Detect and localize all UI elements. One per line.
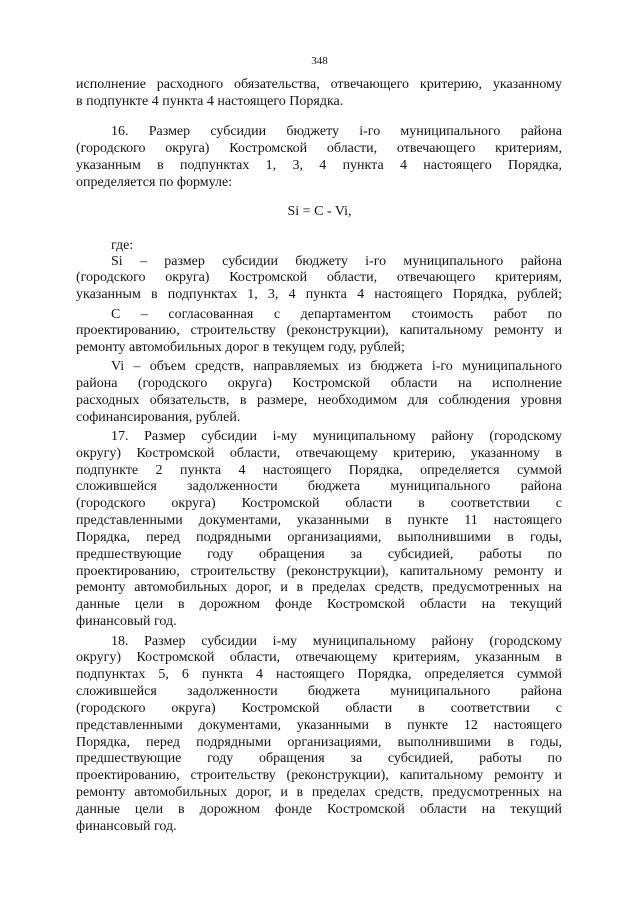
text-line: Порядка, перед подрядными организациями, выполнившими в годы,: [76, 735, 562, 750]
text-line: данные цели в дорожном фонде Костромской области на текущий: [76, 597, 562, 612]
text-line: подпункте 2 пункта 4 настоящего Порядка, определяется суммой: [76, 463, 562, 478]
text-line: проектированию, строительству (реконструкции), капитальному ремонту и: [76, 564, 562, 579]
text-line: ремонту автомобильных дорог, и в пределах средств, предусмотренных на: [76, 785, 562, 800]
text-line: в подпункте 4 пункта 4 настоящего Порядка.: [76, 94, 344, 109]
page-number: 348: [311, 55, 328, 67]
text-line: (городского округа) Костромской области в соответствии с: [76, 701, 562, 716]
text-line: расходных обязательств, в размере, необходимом для соблюдения уровня: [76, 393, 562, 408]
text-line: предшествующие году обращения за субсидией, работы по: [76, 547, 562, 562]
text-line: исполнение расходного обязательства, отвечающего критерию, указанному: [76, 77, 562, 92]
text-line: С – согласованная с департаментом стоимость работ по: [111, 307, 562, 322]
text-line: сложившейся задолженности бюджета муниципального района: [76, 479, 562, 494]
formula: Si = C - Vi,: [287, 204, 352, 219]
text-line: предшествующие году обращения за субсидией, работы по: [76, 751, 562, 766]
text-line: проектированию, строительству (реконструкции), капитальному ремонту и: [76, 323, 562, 338]
text-line: района (городского округа) Костромской области на исполнение: [76, 376, 562, 391]
text-line: где:: [111, 238, 134, 253]
text-line: финансовый год.: [76, 819, 177, 834]
text-line: 18. Размер субсидии i-му муниципальному району (городскому: [111, 634, 562, 649]
text-line: данные цели в дорожном фонде Костромской области на текущий: [76, 802, 562, 817]
text-line: софинансирования, рублей.: [76, 410, 241, 425]
text-line: определяется по формуле:: [76, 175, 233, 190]
text-line: (городского округа) Костромской области, отвечающего критериям,: [76, 270, 562, 285]
text-line: Vi – объем средств, направляемых из бюджета i-го муниципального: [111, 359, 562, 374]
text-line: округу) Костромской области, отвечающему критерию, указанному в: [76, 446, 562, 461]
text-line: сложившейся задолженности бюджета муниципального района: [76, 684, 562, 699]
text-line: финансовый год.: [76, 614, 177, 629]
text-line: 16. Размер субсидии бюджету i-го муниципального района: [111, 124, 562, 139]
text-line: представленными документами, указанными в пункте 12 настоящего: [76, 718, 562, 733]
text-line: указанным в подпунктах 1, 3, 4 пункта 4 настоящего Порядка,: [76, 158, 562, 173]
text-line: округу) Костромской области, отвечающему критериям, указанным в: [76, 650, 562, 665]
text-line: (городского округа) Костромской области, отвечающего критериям,: [76, 141, 562, 156]
text-line: Si – размер субсидии бюджету i-го муниципального района: [111, 254, 562, 269]
text-line: Порядка, перед подрядными организациями, выполнившими в годы,: [76, 530, 562, 545]
text-line: представленными документами, указанными в пункте 11 настоящего: [76, 513, 562, 528]
text-line: проектированию, строительству (реконструкции), капитальному ремонту и: [76, 768, 562, 783]
text-line: 17. Размер субсидии i-му муниципальному району (городскому: [111, 429, 562, 444]
text-line: (городского округа) Костромской области в соответствии с: [76, 496, 562, 511]
text-line: указанным в подпунктах 1, 3, 4 пункта 4 настоящего Порядка, рублей;: [76, 287, 562, 302]
text-line: ремонту автомобильных дорог, и в пределах средств, предусмотренных на: [76, 580, 562, 595]
text-line: ремонту автомобильных дорог в текущем году, рублей;: [76, 340, 405, 355]
text-line: подпунктах 5, 6 пункта 4 настоящего Порядка, определяется суммой: [76, 667, 562, 682]
